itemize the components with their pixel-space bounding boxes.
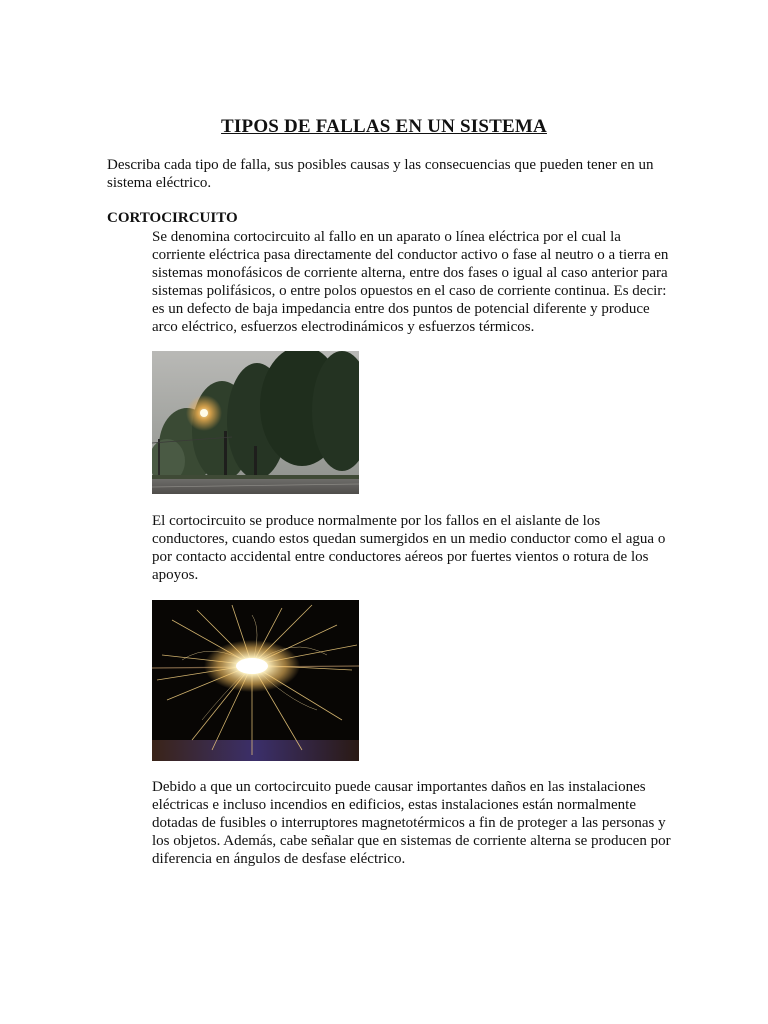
paragraph-consequences: Debido a que un cortocircuito puede causar importantes daños en las instalaciones eléctricas e incluso incendios en edificios, estas instalaciones están normalmente dotadas de fusibles o interruptores magnetotérmicos a fin de proteger a las personas y los objetos. Además, cabe señalar que en sistemas de corriente alterna se producen por diferencia en ángulos de desfase eléctrico. [152,779,671,867]
paragraph-definition: Se denomina cortocircuito al fallo en un aparato o línea eléctrica por el cual la corriente eléctrica pasa directamente del conductor activo o fase al neutro o a tierra en sistemas monofásicos de corriente alterna, entre dos fases o igual al caso anterior para sistemas polifásicos, o entre polos opuestos en el caso de corriente continua. Es decir: es un defecto de baja impedancia entre dos puntos de potencial diferente y produce arco eléctrico, esfuerzos electrodinámicos y esfuerzos térmicos. [152,229,669,335]
trees-arc-photo [152,351,359,494]
sparks-photo [152,600,359,761]
paragraph-causes: El cortocircuito se produce normalmente por los fallos en el aislante de los conductores, cuando estos quedan sumergidos en un medio conductor como el agua o por contacto accidental entre conductores aéreos por fuertes vientos o rotura de los apoyos. [152,513,666,583]
document-title: TIPOS DE FALLAS EN UN SISTEMA [221,116,547,137]
intro-paragraph: Describa cada tipo de falla, sus posibles causas y las consecuencias que pueden tener en un sistema eléctrico. [107,157,654,191]
section-heading: CORTOCIRCUITO [107,210,238,226]
